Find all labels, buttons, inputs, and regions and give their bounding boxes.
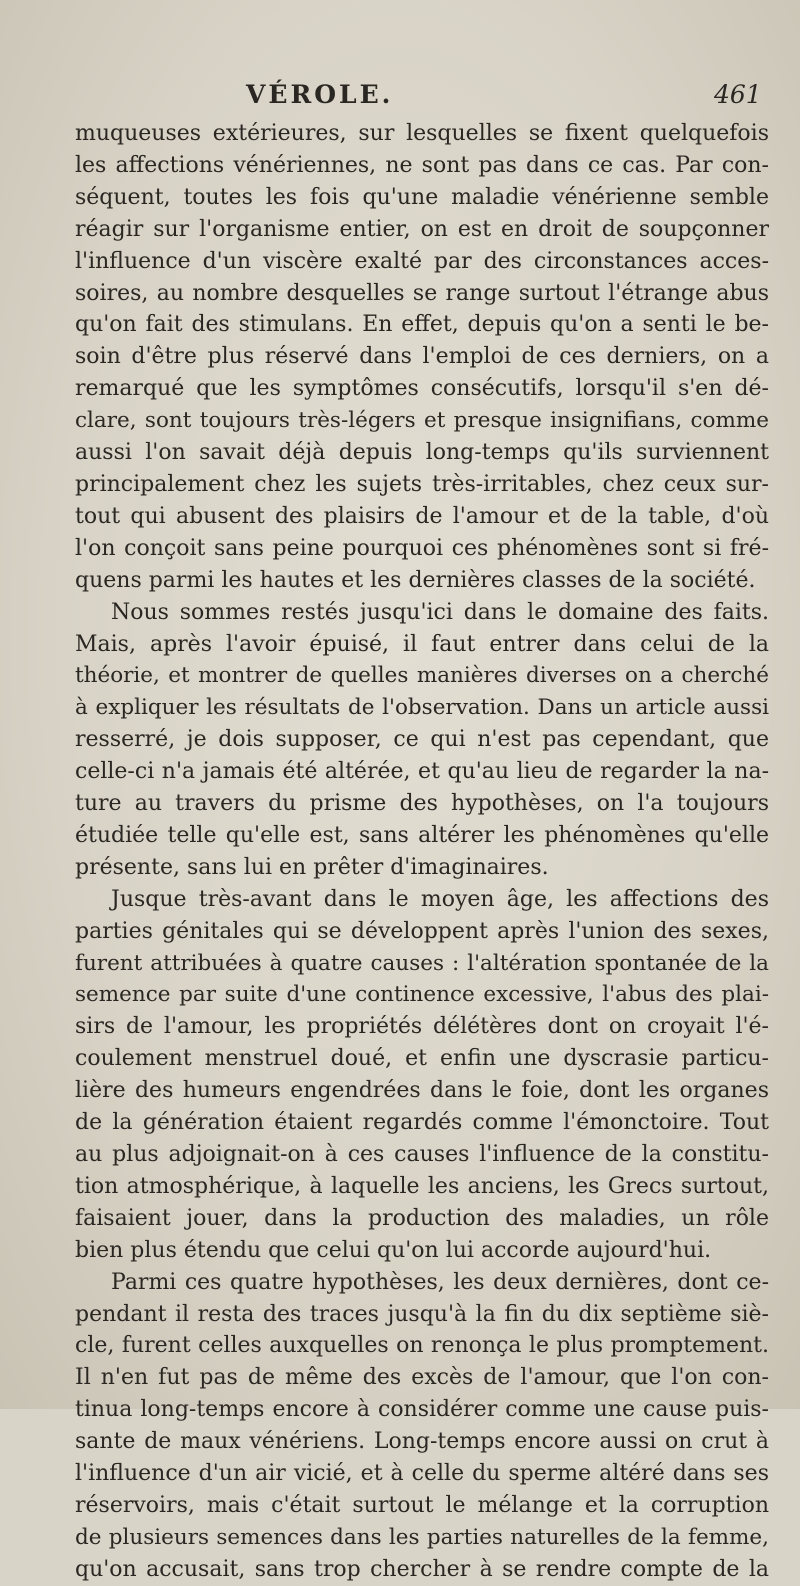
- text-line: l'influence d'un viscère exalté par des circonstances acces-: [75, 248, 769, 274]
- paragraph-1: [75, 118, 769, 597]
- page-header: [0, 76, 800, 116]
- text-line: resserré, je dois supposer, ce qui n'est pas cependant, que: [75, 727, 769, 753]
- text-line: de la génération étaient regardés comme l'émonctoire. Tout: [75, 1110, 769, 1136]
- text-line: clare, sont toujours très-légers et presque insignifians, comme: [75, 408, 769, 434]
- text-line: parties génitales qui se développent après l'union des sexes,: [75, 918, 769, 944]
- text-line: faisaient jouer, dans la production des maladies, un rôle: [75, 1205, 769, 1231]
- text-line: celle-ci n'a jamais été altérée, et qu'au lieu de regarder la na-: [75, 759, 769, 785]
- text-line: tout qui abusent des plaisirs de l'amour et de la table, d'où: [75, 503, 769, 529]
- paragraph-2: [75, 597, 769, 884]
- text-line: qu'on accusait, sans trop chercher à se rendre compte de la: [75, 1556, 769, 1582]
- text-line: Nous sommes restés jusqu'ici dans le domaine des faits.: [111, 599, 769, 625]
- text-line: bien plus étendu que celui qu'on lui accorde aujourd'hui.: [75, 1237, 712, 1263]
- text-line: semence par suite d'une continence excessive, l'abus des plai-: [75, 982, 769, 1008]
- text-line: sante de maux vénériens. Long-temps encore aussi on crut à: [75, 1429, 769, 1455]
- text-line: principalement chez les sujets très-irritables, chez ceux sur-: [75, 471, 769, 497]
- text-line: les affections vénériennes, ne sont pas dans ce cas. Par con-: [75, 152, 769, 178]
- text-line: tinua long-temps encore à considérer comme une cause puis-: [75, 1397, 769, 1423]
- text-line: l'influence d'un air vicié, et à celle du sperme altéré dans ses: [75, 1461, 769, 1487]
- text-line: au plus adjoignait-on à ces causes l'influence de la constitu-: [75, 1142, 769, 1167]
- text-line: Mais, après l'avoir épuisé, il faut entrer dans celui de la: [75, 631, 769, 657]
- text-line: soin d'être plus réservé dans l'emploi de ces derniers, on a: [75, 344, 769, 370]
- page-number: 461: [714, 80, 762, 109]
- text-line: réservoirs, mais c'était surtout le mélange et la corruption: [75, 1492, 769, 1518]
- text-line: soires, au nombre desquelles se range surtout l'étrange abus: [75, 280, 769, 306]
- text-line: furent attribuées à quatre causes : l'altération spontanée de la: [75, 950, 769, 976]
- body-text: [75, 118, 769, 1586]
- text-line: Jusque très-avant dans le moyen âge, les affections des: [111, 886, 769, 912]
- text-line: coulement menstruel doué, et enfin une dyscrasie particu-: [75, 1046, 769, 1072]
- text-line: théorie, et montrer de quelles manières diverses on a cherché: [75, 663, 769, 689]
- text-line: quens parmi les hautes et les dernières classes de la société.: [75, 567, 756, 593]
- text-line: ture au travers du prisme des hypothèses, on l'a toujours: [75, 791, 769, 817]
- paragraph-4: [75, 1267, 769, 1586]
- text-line: à expliquer les résultats de l'observation. Dans un article aussi: [75, 695, 769, 721]
- text-line: séquent, toutes les fois qu'une maladie vénérienne semble: [75, 184, 769, 210]
- text-line: remarqué que les symptômes consécutifs, lorsqu'il s'en dé-: [75, 376, 769, 402]
- text-line: de plusieurs semences dans les parties naturelles de la femme,: [75, 1524, 769, 1550]
- text-line: cle, furent celles auxquelles on renonça le plus promptement.: [75, 1333, 769, 1359]
- text-line: tion atmosphérique, à laquelle les anciens, les Grecs surtout,: [75, 1173, 769, 1199]
- text-line: qu'on fait des stimulans. En effet, depuis qu'on a senti le be-: [75, 312, 769, 338]
- text-line: pendant il resta des traces jusqu'à la fin du dix septième siè-: [75, 1301, 769, 1327]
- paragraph-3: [75, 884, 769, 1267]
- text-line: aussi l'on savait déjà depuis long-temps qu'ils surviennent: [75, 440, 769, 466]
- text-line: étudiée telle qu'elle est, sans altérer les phénomènes qu'elle: [75, 822, 769, 848]
- text-line: Il n'en fut pas de même des excès de l'amour, que l'on con-: [75, 1365, 769, 1391]
- text-line: muqueuses extérieures, sur lesquelles se fixent quelquefois: [75, 121, 769, 146]
- text-line: présente, sans lui en prêter d'imaginaires.: [75, 854, 549, 880]
- text-line: lière des humeurs engendrées dans le foie, dont les organes: [75, 1078, 769, 1104]
- text-line: l'on conçoit sans peine pourquoi ces phénomènes sont si fré-: [75, 535, 769, 561]
- text-line: sirs de l'amour, les propriétés délétères dont on croyait l'é-: [75, 1014, 769, 1040]
- text-line: réagir sur l'organisme entier, on est en droit de soupçonner: [75, 216, 769, 242]
- running-title: VÉROLE.: [246, 80, 394, 109]
- text-line: Parmi ces quatre hypothèses, les deux dernières, dont ce-: [111, 1269, 769, 1295]
